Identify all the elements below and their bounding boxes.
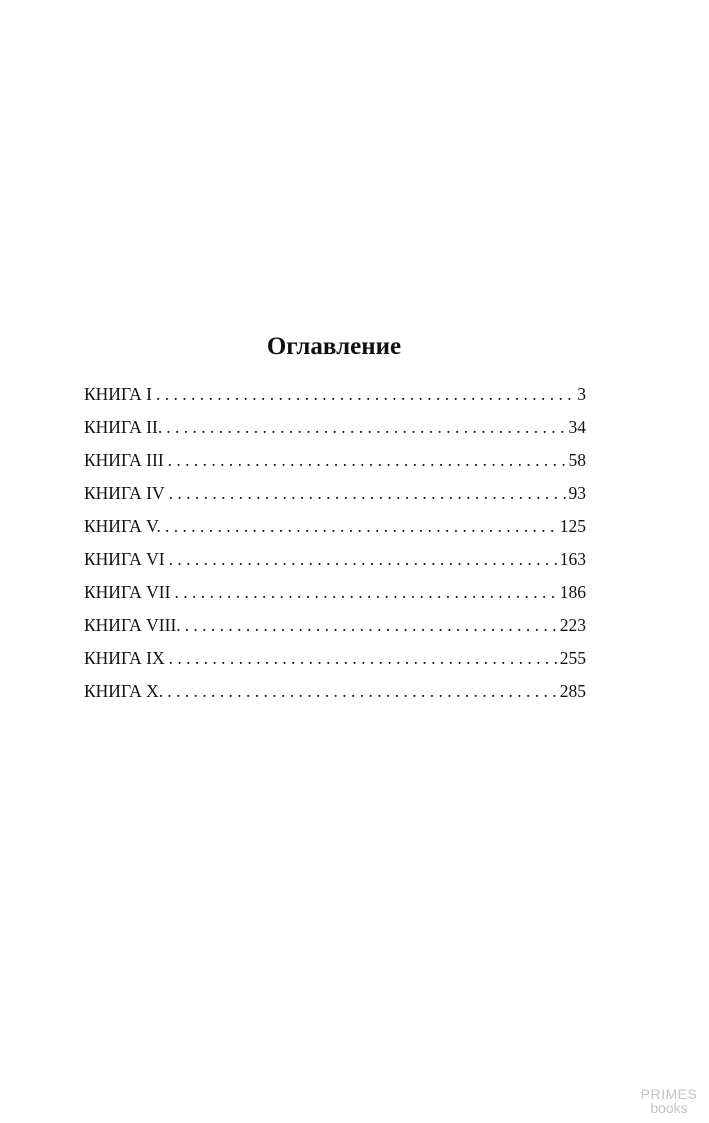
toc-entry-label: КНИГА V. xyxy=(84,516,161,536)
toc-entry-page: 223 xyxy=(559,615,586,635)
toc-entry-label: КНИГА II. xyxy=(84,417,163,437)
primes-books-watermark xyxy=(634,1087,704,1115)
toc-entry-page: 34 xyxy=(568,417,586,437)
toc-entry[interactable] xyxy=(84,609,586,642)
toc-title: Оглавление xyxy=(266,333,402,360)
dot-leader xyxy=(152,378,576,411)
toc-entry[interactable] xyxy=(84,378,586,411)
toc-entry-page: 93 xyxy=(568,483,586,503)
dot-leader xyxy=(165,543,560,576)
toc-list xyxy=(84,378,586,708)
dot-leader xyxy=(170,576,559,609)
toc-entry-label: КНИГА VII xyxy=(84,582,171,602)
toc-entry[interactable] xyxy=(84,543,586,576)
toc-entry[interactable] xyxy=(84,444,586,477)
dot-leader xyxy=(164,444,569,477)
toc-entry[interactable] xyxy=(84,510,586,543)
toc-entry-label: КНИГА I xyxy=(84,384,153,404)
dot-leader xyxy=(161,510,560,543)
dot-leader xyxy=(165,642,560,675)
toc-entry-label: КНИГА IX xyxy=(84,648,165,668)
toc-entry[interactable] xyxy=(84,411,586,444)
watermark-line-primes: PRIMES xyxy=(640,1086,698,1102)
toc-entry-label: КНИГА IV xyxy=(84,483,165,503)
toc-entry-page: 255 xyxy=(559,648,586,668)
dot-leader xyxy=(162,411,568,444)
toc-entry-page: 3 xyxy=(577,384,586,404)
toc-entry-page: 58 xyxy=(568,450,586,470)
toc-entry-label: КНИГА III xyxy=(84,450,164,470)
toc-entry[interactable] xyxy=(84,675,586,708)
toc-entry-label: КНИГА VI xyxy=(84,549,165,569)
toc-entry[interactable] xyxy=(84,576,586,609)
toc-entry-label: КНИГА X. xyxy=(84,681,164,701)
dot-leader xyxy=(165,477,569,510)
dot-leader xyxy=(163,675,560,708)
toc-entry-page: 186 xyxy=(559,582,586,602)
toc-entry[interactable] xyxy=(84,642,586,675)
toc-entry[interactable] xyxy=(84,477,586,510)
toc-entry-label: КНИГА VIII. xyxy=(84,615,181,635)
toc-entry-page: 163 xyxy=(559,549,586,569)
toc-entry-page: 125 xyxy=(559,516,586,536)
watermark-line-books: books xyxy=(650,1100,688,1116)
toc-entry-page: 285 xyxy=(559,681,586,701)
dot-leader xyxy=(181,609,560,642)
